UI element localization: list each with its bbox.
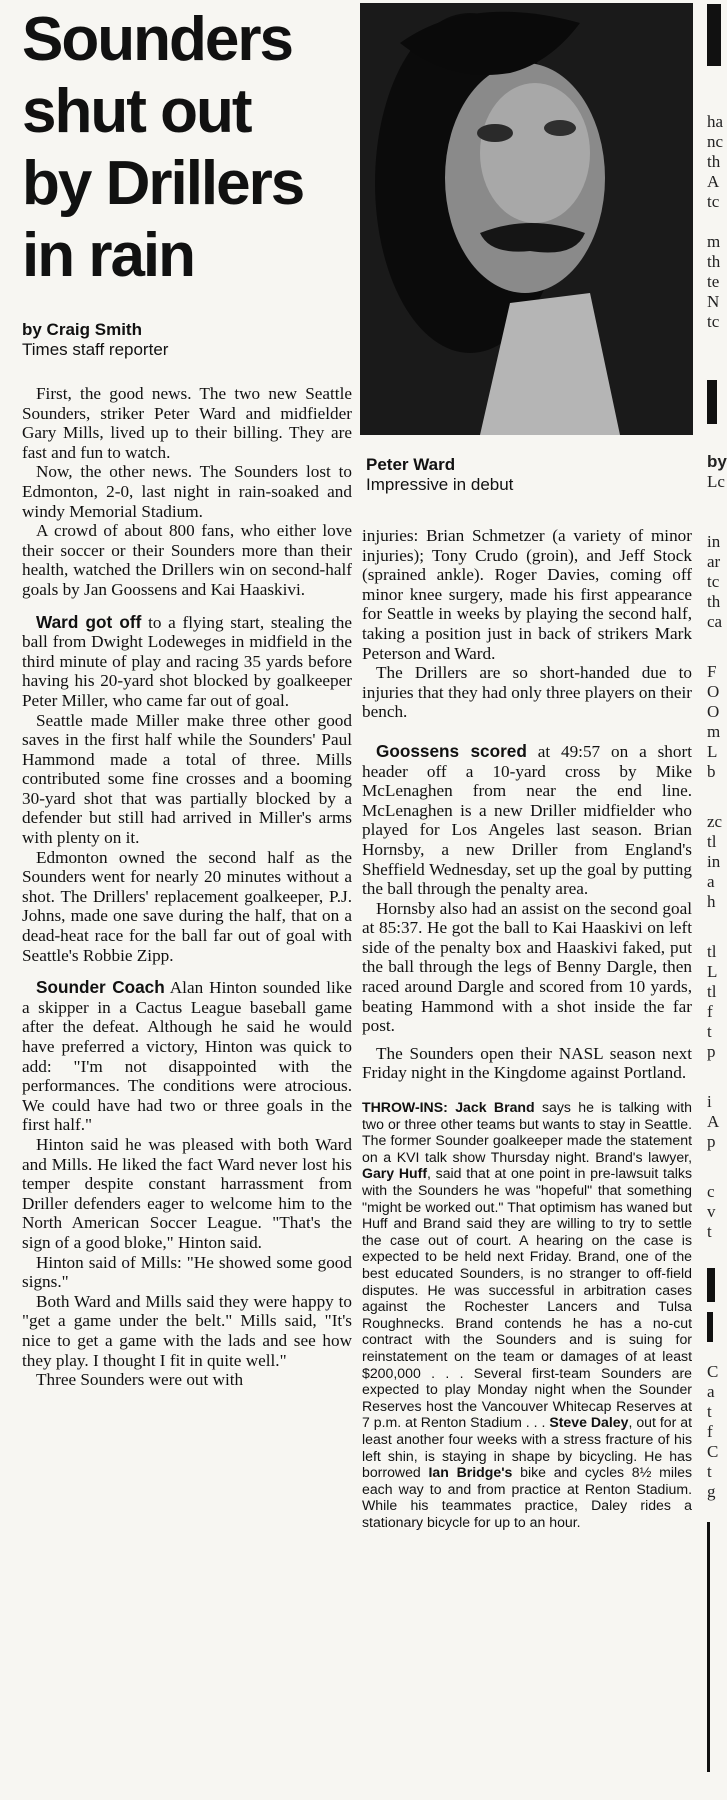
edge-text: tc bbox=[707, 312, 720, 331]
headline-line-2: shut out bbox=[22, 77, 251, 146]
article-column-2 bbox=[362, 526, 692, 1530]
paragraph: Hornsby also had an assist on the second goal at 85:37. He got the ball to Kai Haaskivi on left side of the penalty box and Haaskivi faked, put the ball through the legs of Benny Dargle, then raced around Dargle and scored from 10 yards, beating Hammond with a shot inside the far post. bbox=[362, 898, 692, 1036]
edge-text: a bbox=[707, 872, 715, 891]
edge-text: ha bbox=[707, 112, 724, 131]
paragraph-lead: Ward got off bbox=[36, 611, 142, 632]
edge-text: tl bbox=[707, 942, 717, 961]
player-photo bbox=[360, 3, 693, 435]
headline-line-1: Sounders bbox=[22, 5, 292, 74]
paragraph: Edmonton owned the second half as the Sounders went for nearly 20 minutes without a shot. The Drillers' replacement goalkeeper, P.J. Johns, made one save during the half, that on a dead-heat race for the ball far out of goal with Seattle's Robbie Zipp. bbox=[22, 847, 352, 965]
edge-text: O bbox=[707, 702, 720, 721]
edge-text: tl bbox=[707, 832, 717, 851]
paragraph: The Sounders open their NASL season next Friday night in the Kingdome against Portland. bbox=[362, 1043, 692, 1083]
paragraph-lead: Sounder Coach bbox=[36, 977, 165, 998]
throw-ins-name: Gary Huff bbox=[362, 1165, 428, 1182]
adjacent-headline-fragment bbox=[707, 1268, 715, 1302]
edge-text: th bbox=[707, 592, 721, 611]
edge-text: tl bbox=[707, 982, 717, 1001]
paragraph-text: to a flying start, stealing the ball from Dwight Lodeweges in midfield in the third minute of play and racing 35 yards before having his 20-yard shot blocked by goalkeeper Peter Miller, who came far out of goal. bbox=[22, 612, 352, 710]
paragraph bbox=[22, 978, 352, 1135]
adjacent-rule bbox=[707, 1522, 710, 1772]
headline-line-3: by Drillers bbox=[22, 149, 304, 218]
edge-text: m bbox=[707, 232, 721, 251]
headline-line-4: in rain bbox=[22, 221, 195, 290]
edge-text: p bbox=[707, 1042, 716, 1061]
edge-text: v bbox=[707, 1202, 716, 1221]
photo-caption bbox=[366, 455, 513, 495]
edge-text: ar bbox=[707, 552, 721, 571]
caption-description: Impressive in debut bbox=[366, 475, 514, 494]
paragraph: Seattle made Miller make three other good saves in the first half while the Sounders' Paul Hammond made a total of three. Mills contributed some fine crosses and a booming 30-yard shot that was partially blocked by a defender but still had arrived in Miller's arms with plenty on it. bbox=[22, 710, 352, 848]
throw-ins-name: Steve Daley bbox=[549, 1414, 629, 1431]
edge-text: t bbox=[707, 1222, 712, 1241]
edge-text: zc bbox=[707, 812, 723, 831]
edge-text: i bbox=[707, 1092, 712, 1111]
edge-text: in bbox=[707, 852, 721, 871]
edge-text: tc bbox=[707, 192, 720, 211]
throw-ins-name: Jack Brand bbox=[455, 1099, 535, 1116]
edge-text: F bbox=[707, 662, 717, 681]
edge-text: N bbox=[707, 292, 720, 311]
edge-text: th bbox=[707, 252, 721, 271]
throw-ins-text: , said that at one point in pre-lawsuit talks with the Sounders he was "hopeful" that something "might be worked out." That optimism has waned but Huff and Brand said they are willing to try to settle the case out of court. A hearing on the case is expected to be held next Friday. Brand, one of the best educated Sounders, is no stranger to off-field disputes. He was successful in arbitration cases against the Rochester Lancers and Tulsa Roughnecks. Brand contends he has a no-cut contract with the Sounders and is suing for reinstatement on the team or damages of at least $200,000 . . . Several first-team Sounders are expected to play Monday night when the Sounder Reserves host the Vancouver Whitecap Reserves at 7 p.m. at Renton Stadium . . . bbox=[362, 1165, 693, 1431]
adjacent-headline-fragment bbox=[707, 4, 721, 66]
edge-text: L bbox=[707, 962, 718, 981]
edge-text: a bbox=[707, 1382, 715, 1401]
throw-ins-notes bbox=[362, 1099, 692, 1530]
headline bbox=[22, 4, 352, 292]
paragraph-lead: Goossens scored bbox=[376, 740, 527, 761]
edge-text: th bbox=[707, 152, 721, 171]
edge-text: C bbox=[707, 1442, 719, 1461]
paragraph bbox=[362, 742, 692, 899]
byline-role: Times staff reporter bbox=[22, 340, 169, 359]
byline bbox=[22, 320, 168, 360]
edge-text: f bbox=[707, 1002, 713, 1021]
edge-text: ca bbox=[707, 612, 723, 631]
edge-text: nc bbox=[707, 132, 724, 151]
paragraph: First, the good news. The two new Seattle Sounders, striker Peter Ward and midfielder Gary Mills, lived up to their billing. They are fast and fun to watch. bbox=[22, 384, 352, 462]
paragraph: Hinton said he was pleased with both Ward and Mills. He liked the fact Ward never lost his temper despite constant harrassment from Driller defenders eager to welcome him to the North American Soccer League. "That's the sign of a good bloke," Hinton said. bbox=[22, 1134, 352, 1252]
paragraph: A crowd of about 800 fans, who either love their soccer or their Sounders more than their health, watched the Drillers win on second-half goals by Jan Goossens and Kai Haaskivi. bbox=[22, 521, 352, 599]
paragraph: Now, the other news. The Sounders lost to Edmonton, 2-0, last night in rain-soaked and windy Memorial Stadium. bbox=[22, 462, 352, 521]
edge-text: p bbox=[707, 1132, 716, 1151]
edge-text: f bbox=[707, 1422, 713, 1441]
edge-text: t bbox=[707, 1462, 712, 1481]
paragraph-text: at 49:57 on a short header off a 10-yard cross by Mike McLenaghen from near the end line. McLenaghen is a new Driller midfielder who played for Los Angeles last season. Brian Hornsby, a new Driller from England's Sheffield Wednesday, set up the goal by putting the ball through the penalty area. bbox=[362, 741, 692, 899]
edge-text: h bbox=[707, 892, 716, 911]
adjacent-column-fragment bbox=[705, 0, 727, 1800]
edge-text: L bbox=[707, 742, 718, 761]
paragraph: injuries: Brian Schmetzer (a variety of minor injuries); Tony Crudo (groin), and Jeff Stock (sprained ankle). Roger Davies, coming off minor knee surgery, made his first appearance for Seattle in weeks by playing the second half, taking a position just in back of strikers Mark Peterson and Ward. bbox=[362, 526, 692, 663]
paragraph: Three Sounders were out with bbox=[36, 1370, 244, 1390]
throw-ins-text: bike and cycles 8½ miles each way to and from practice at Renton Stadium. While his teammates practice, Daley rides a stationary bicycle for up to an hour. bbox=[362, 1464, 693, 1530]
throw-ins-text: , out for at least another four weeks with a stress fracture of his left shin, is staying in shape by bicycling. He has borrowed bbox=[362, 1414, 692, 1481]
byline-name: by Craig Smith bbox=[22, 320, 142, 339]
adjacent-headline-fragment bbox=[707, 1312, 713, 1342]
caption-name: Peter Ward bbox=[366, 455, 456, 474]
edge-text: in bbox=[707, 532, 721, 551]
throw-ins-text: says he is talking with two or three other teams but wants to stay in Seattle. The former Sounder goalkeeper made the statement on a KVI talk show Thursday night. Brand's lawyer, bbox=[362, 1099, 692, 1165]
edge-text: g bbox=[707, 1482, 716, 1501]
paragraph: Hinton said of Mills: "He showed some good signs." bbox=[22, 1252, 352, 1292]
player-photo-illustration bbox=[360, 3, 693, 435]
paragraph: Both Ward and Mills said they were happy to "get a game under the belt." Mills said, "It's nice to get a game with the lads and see how they play. I thought I fit in quite well." bbox=[22, 1291, 352, 1370]
edge-text: A bbox=[707, 172, 720, 191]
adjacent-headline-fragment bbox=[707, 380, 717, 424]
edge-text: c bbox=[707, 1182, 715, 1201]
paragraph-text: Alan Hinton sounded like a skipper in a Cactus League baseball game after the defeat. Although he said he would have preferred a victory, Hinton was quick to add: "I'm not disappointed with the performances. The conditions were atrocious. We could have had two or three goals in the first half." bbox=[22, 978, 352, 1135]
edge-text: O bbox=[707, 682, 720, 701]
edge-text: C bbox=[707, 1362, 719, 1381]
edge-text: b bbox=[707, 762, 716, 781]
paragraph bbox=[22, 613, 352, 711]
article-column-1 bbox=[22, 378, 352, 1390]
throw-ins-label: THROW-INS: bbox=[362, 1099, 448, 1116]
edge-text: m bbox=[707, 722, 721, 741]
edge-text: t bbox=[707, 1402, 712, 1421]
edge-text: tc bbox=[707, 572, 720, 591]
edge-text: by bbox=[707, 452, 727, 471]
throw-ins-name: Ian Bridge's bbox=[428, 1464, 513, 1481]
paragraph: The Drillers are so short-handed due to injuries that they had only three players on their bench. bbox=[362, 663, 692, 722]
edge-text: Lc bbox=[707, 472, 725, 491]
edge-text: A bbox=[707, 1112, 720, 1131]
edge-text: te bbox=[707, 272, 720, 291]
edge-text: t bbox=[707, 1022, 712, 1041]
